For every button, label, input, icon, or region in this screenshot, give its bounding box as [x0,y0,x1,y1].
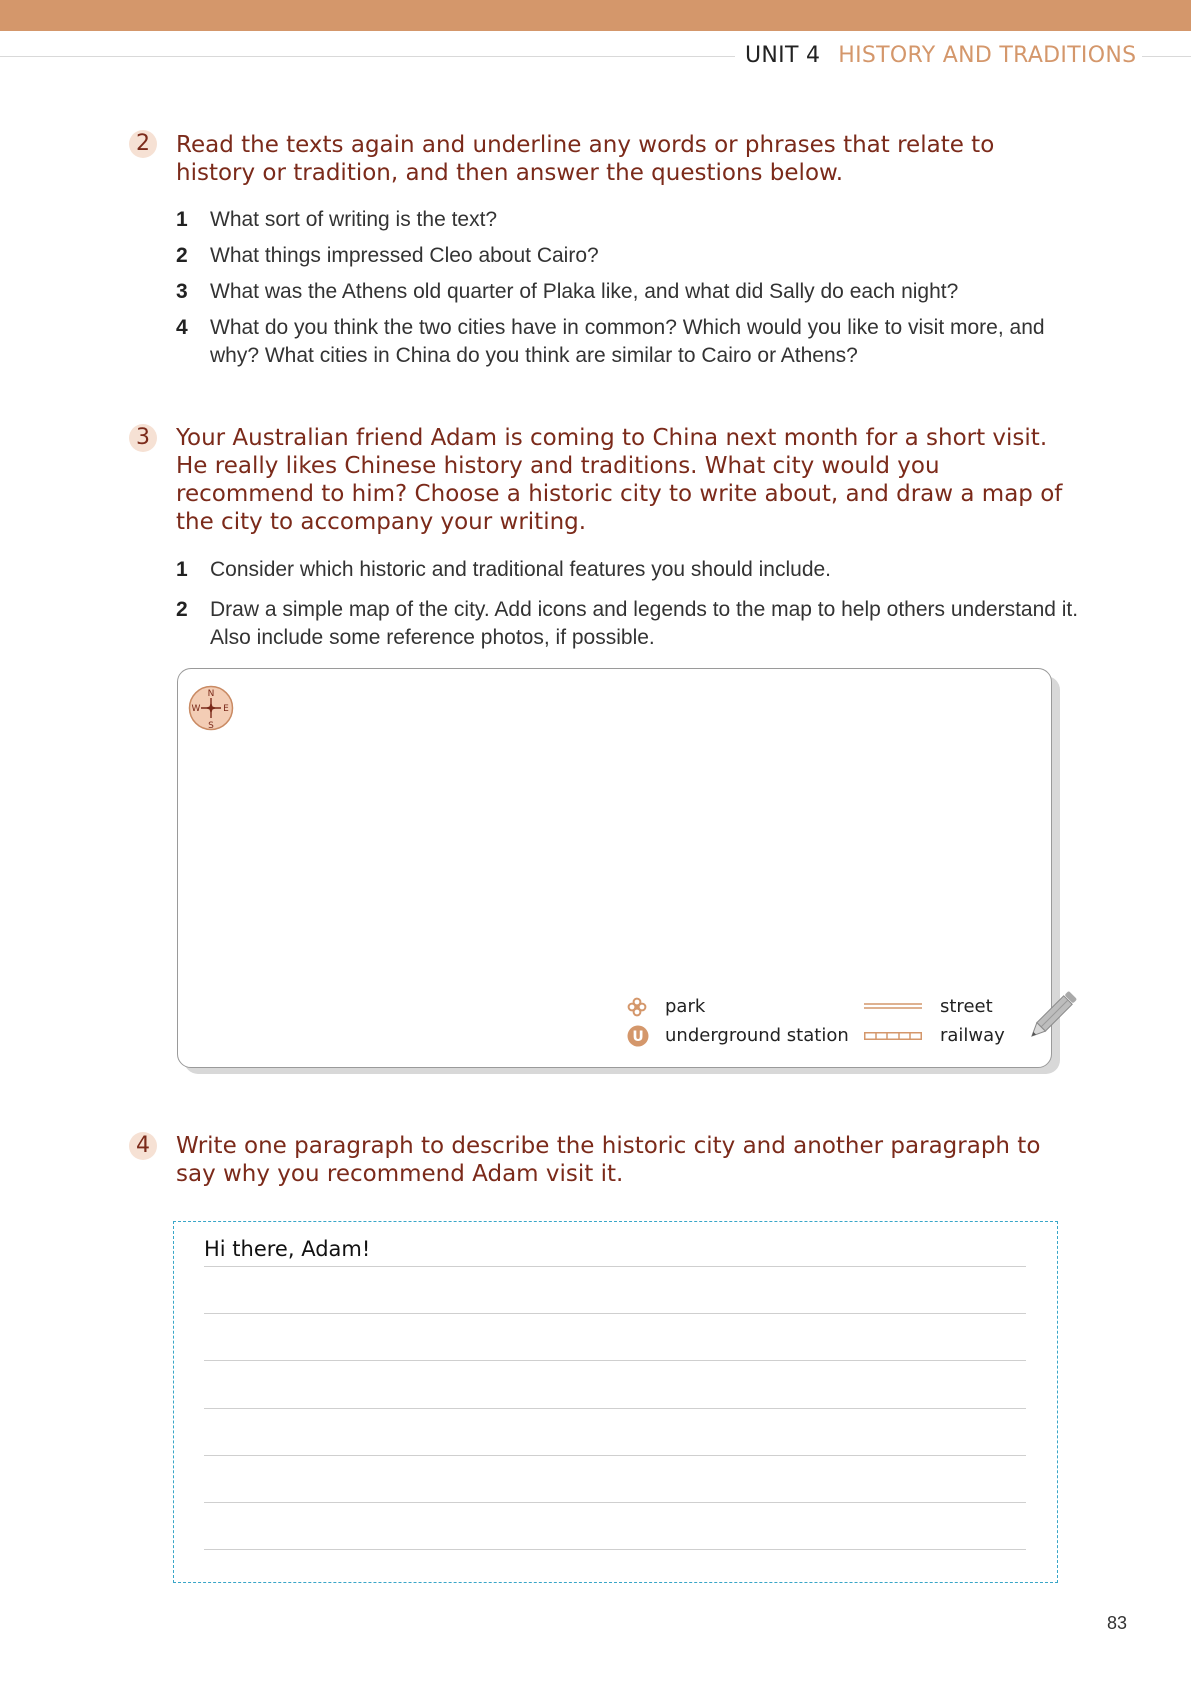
question-2-list [176,206,1096,370]
unit-label: UNIT 4 [745,43,821,68]
top-color-band [0,0,1191,31]
question-4-title: Write one paragraph to describe the historic city and another paragraph to say why you recommend Adam visit it. [176,1133,1041,1187]
writing-line [204,1313,1026,1314]
legend-street: street [940,996,993,1017]
greeting-text: Hi there, Adam! [204,1237,371,1261]
list-item [176,556,1096,584]
railway-line-icon [864,1032,922,1040]
item-number: 4 [176,316,188,339]
question-2-number: 2 [129,130,157,158]
question-3-title: Your Australian friend Adam is coming to China next month for a short visit. He really likes Chinese history and traditions. What city would you recommend to him? Choose a historic city to write about, and draw a map of the city to accompany your writing. [176,425,1063,535]
compass-e: E [223,704,229,714]
underground-icon-letter: U [632,1029,644,1045]
header-rule-left [0,56,735,57]
list-item [176,278,1096,306]
writing-line [204,1549,1026,1550]
writing-line [204,1408,1026,1409]
question-3-list [176,556,1096,652]
item-text: Consider which historic and traditional features you should include. [210,558,832,581]
page-number: 83 [1107,1613,1128,1633]
item-number: 2 [176,598,188,621]
header-rule-right [1142,56,1191,57]
item-number: 3 [176,280,188,303]
unit-topic: HISTORY AND TRADITIONS [838,43,1137,68]
writing-line [204,1266,1026,1267]
park-icon [627,997,647,1017]
writing-area[interactable] [173,1221,1058,1583]
item-number: 2 [176,244,188,267]
compass-s: S [208,721,214,731]
legend-park: park [665,996,706,1017]
compass-w: W [191,704,201,714]
question-2-title: Read the texts again and underline any words or phrases that relate to history or tradition, and then answer the questions below. [176,132,995,186]
item-text: What do you think the two cities have in common? Which would you like to visit more, and why? What cities in China do you think are similar to Cairo or Athens? [210,316,1045,367]
writing-line [204,1360,1026,1361]
compass-icon [188,685,234,731]
list-item [176,596,1096,652]
item-text: Draw a simple map of the city. Add icons and legends to the map to help others understand it. Also include some reference photos, if possible. [210,598,1079,649]
item-number: 1 [176,208,188,231]
running-header [745,43,1136,68]
street-line-icon [864,1001,922,1011]
pencil-icon [1022,988,1080,1046]
question-4-number: 4 [129,1132,157,1160]
writing-line [204,1455,1026,1456]
item-text: What sort of writing is the text? [210,208,498,231]
list-item [176,242,1096,270]
legend-underground-station: underground station [665,1025,849,1046]
underground-station-icon [627,1025,649,1047]
question-3-number: 3 [129,424,157,452]
item-text: What things impressed Cleo about Cairo? [210,244,599,267]
legend-railway: railway [940,1025,1005,1046]
list-item [176,206,1096,234]
compass-n: N [207,689,215,699]
item-text: What was the Athens old quarter of Plaka like, and what did Sally do each night? [210,280,959,303]
list-item [176,314,1096,370]
item-number: 1 [176,558,188,581]
writing-line [204,1502,1026,1503]
